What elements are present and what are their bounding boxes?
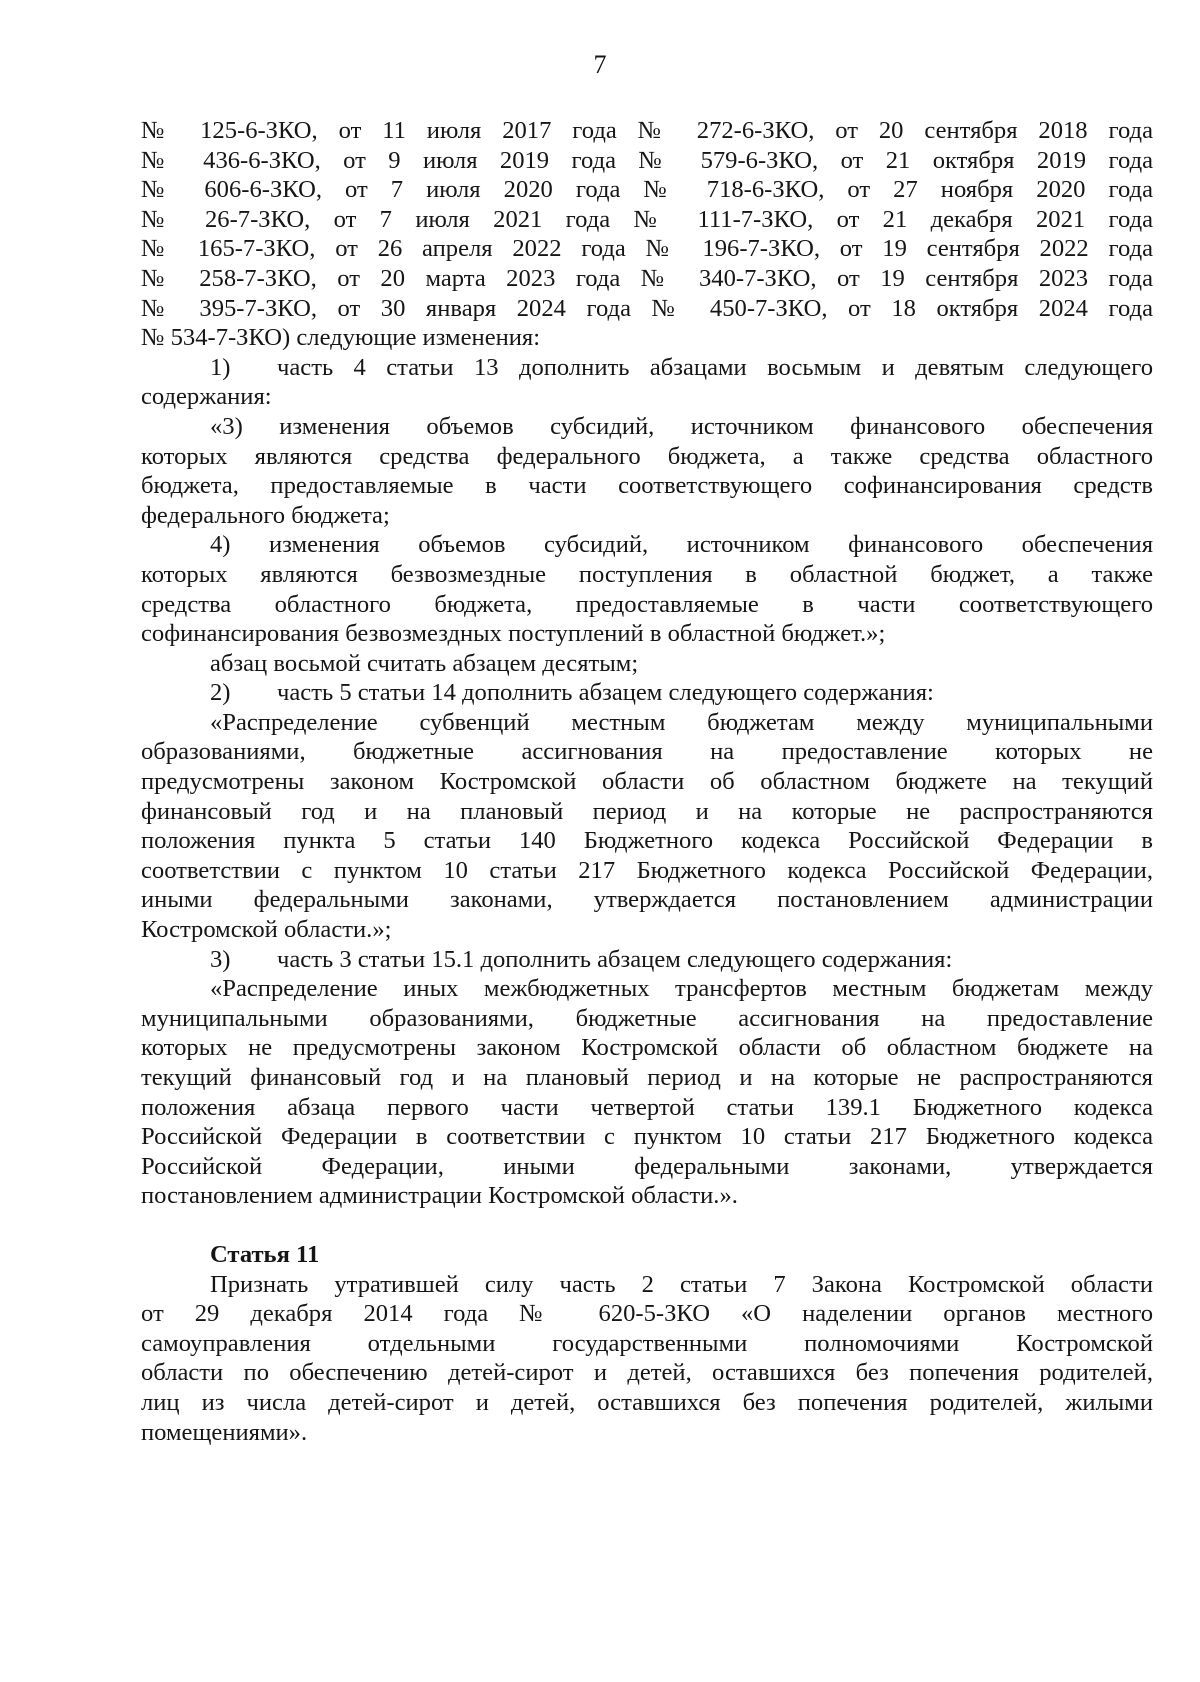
- text-line: абзац восьмой считать абзацем десятым;: [210, 649, 639, 677]
- text-line: которых являются средства федерального бюджета, а также средства областного: [141, 442, 1153, 470]
- list-item-2: [141, 678, 1153, 708]
- text-line: предусмотрены законом Костромской области об областном бюджете на текущий: [141, 768, 1153, 796]
- text-line: положения абзаца первого части четвертой статьи 139.1 Бюджетного кодекса: [141, 1093, 1153, 1121]
- text-line: от 29 декабря 2014 года № 620-5-ЗКО «О наделении органов местного: [141, 1300, 1153, 1328]
- text-line: № 395-7-ЗКО, от 30 января 2024 года № 450-7-ЗКО, от 18 октября 2024 года: [141, 294, 1153, 322]
- list-item-text: часть 4 статьи 13 дополнить абзацами восьмым и девятым следующего: [277, 353, 1153, 381]
- text-line: бюджета, предоставляемые в части соответствующего софинансирования средств: [141, 472, 1153, 500]
- text-line: Российской Федерации в соответствии с пунктом 10 статьи 217 Бюджетного кодекса: [141, 1123, 1153, 1151]
- text-line: софинансирования безвозмездных поступлений в областной бюджет.»;: [141, 620, 886, 648]
- text-line: Костромской области.»;: [141, 916, 392, 944]
- text-line: федерального бюджета;: [141, 501, 390, 529]
- text-line: «3) изменения объемов субсидий, источником финансового обеспечения: [210, 412, 1153, 440]
- list-item-3: [141, 945, 1153, 975]
- text-line: № 26-7-ЗКО, от 7 июля 2021 года № 111-7-ЗКО, от 21 декабря 2021 года: [141, 205, 1153, 233]
- text-line: средства областного бюджета, предоставляемые в части соответствующего: [141, 590, 1153, 618]
- list-item-text: часть 3 статьи 15.1 дополнить абзацем следующего содержания:: [277, 945, 953, 973]
- list-item-number: 2): [210, 679, 231, 707]
- text-line: муниципальными образованиями, бюджетные ассигнования на предоставление: [141, 1004, 1153, 1032]
- text-line: помещениями».: [141, 1418, 308, 1446]
- document-body: [141, 116, 1153, 1447]
- text-line: которых являются безвозмездные поступления в областной бюджет, а также: [141, 560, 1153, 588]
- page-number: 7: [593, 50, 607, 79]
- text-line: 4) изменения объемов субсидий, источником финансового обеспечения: [210, 531, 1153, 559]
- text-line: иными федеральными законами, утверждается постановлением администрации: [141, 886, 1153, 914]
- text-line: содержания:: [141, 383, 272, 411]
- text-line: № 606-6-ЗКО, от 7 июля 2020 года № 718-6-ЗКО, от 27 ноября 2020 года: [141, 176, 1153, 204]
- section-spacer: [141, 1211, 1153, 1240]
- text-line: положения пункта 5 статьи 140 Бюджетного кодекса Российской Федерации в: [141, 827, 1153, 855]
- text-line: которых не предусмотрены законом Костромской области об областном бюджете на: [141, 1034, 1153, 1062]
- text-line: № 125-6-ЗКО, от 11 июля 2017 года № 272-6-ЗКО, от 20 сентября 2018 года: [141, 117, 1153, 144]
- list-item-number: 1): [210, 353, 231, 381]
- text-line: Российской Федерации, иными федеральными законами, утверждается: [141, 1152, 1153, 1180]
- text-line: области по обеспечению детей-сирот и детей, оставшихся без попечения родителей,: [141, 1359, 1153, 1387]
- text-line: № 165-7-ЗКО, от 26 апреля 2022 года № 196-7-ЗКО, от 19 сентября 2022 года: [141, 235, 1153, 263]
- text-line: № 258-7-ЗКО, от 20 марта 2023 года № 340-7-ЗКО, от 19 сентября 2023 года: [141, 264, 1153, 292]
- text-line: самоуправления отдельными государственными полномочиями Костромской: [141, 1329, 1153, 1357]
- text-line: постановлением администрации Костромской области.».: [141, 1182, 738, 1210]
- list-item-number: 3): [210, 945, 231, 973]
- text-line: № 534-7-ЗКО) следующие изменения:: [141, 324, 541, 352]
- text-line: Признать утратившей силу часть 2 статьи 7 Закона Костромской области: [210, 1270, 1153, 1298]
- list-item-1: [141, 353, 1153, 383]
- article-title: Статья 11: [210, 1240, 320, 1268]
- text-line: лиц из числа детей-сирот и детей, оставшихся без попечения родителей, жилыми: [141, 1388, 1153, 1416]
- text-line: текущий финансовый год и на плановый период и на которые не распространяются: [141, 1064, 1153, 1091]
- list-item-text: часть 5 статьи 14 дополнить абзацем следующего содержания:: [277, 679, 934, 707]
- text-line: соответствии с пунктом 10 статьи 217 Бюджетного кодекса Российской Федерации,: [141, 856, 1153, 884]
- text-line: «Распределение субвенций местным бюджетам между муниципальными: [210, 708, 1153, 736]
- text-line: финансовый год и на плановый период и на которые не распространяются: [141, 797, 1153, 825]
- text-line: образованиями, бюджетные ассигнования на предоставление которых не: [141, 738, 1153, 766]
- text-line: «Распределение иных межбюджетных трансфертов местным бюджетам между: [210, 975, 1153, 1003]
- text-line: № 436-6-ЗКО, от 9 июля 2019 года № 579-6-ЗКО, от 21 октября 2019 года: [141, 146, 1153, 174]
